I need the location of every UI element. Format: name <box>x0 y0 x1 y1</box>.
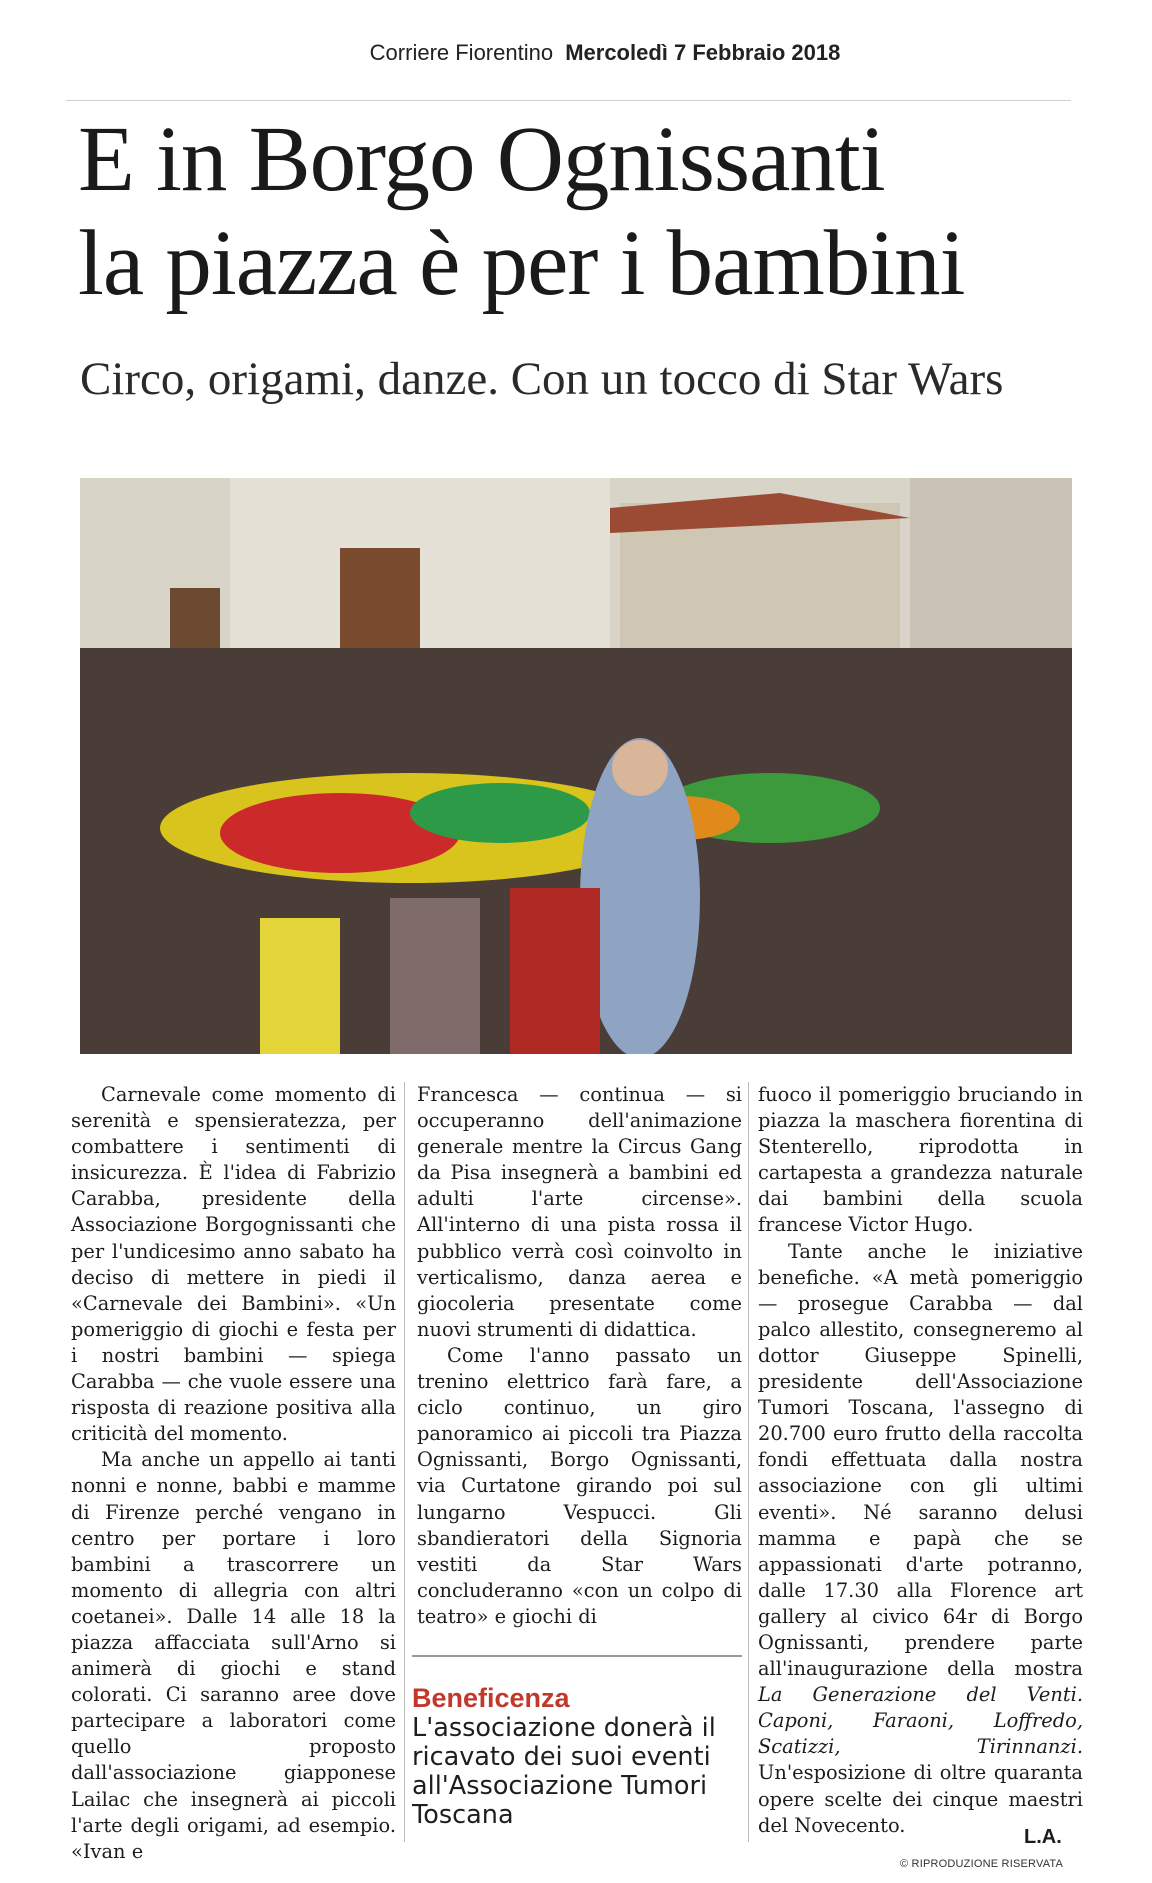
sidebar-box <box>412 1655 742 1830</box>
top-rule <box>66 100 1071 101</box>
headline <box>78 108 1088 316</box>
article-column-3 <box>758 1082 1083 1839</box>
headline-line-2: la piazza è per i bambini <box>78 212 965 315</box>
article-column-2 <box>417 1082 742 1630</box>
paragraph: Carnevale come momento di serenità e spensieratezza, per combattere i sentimenti di insicurezza. È l'idea di Fabrizio Carabba, presidente della Associazione Borgognissanti che per l'undicesimo anno sabato ha deciso di mettere in piedi il «Carnevale dei Bambini». «Un pomeriggio di giochi e festa per i nostri bambini — spiega Carabba — che vuole essere una risposta di reazione positiva alla criticità del momento. <box>71 1083 396 1446</box>
subheadline: Circo, origami, danze. Con un tocco di Star Wars <box>80 353 1004 405</box>
column-divider <box>748 1082 749 1842</box>
headline-line-1: E in Borgo Ognissanti <box>78 108 885 211</box>
paragraph: Ma anche un appello ai tanti nonni e nonne, babbi e mamme di Firenze perché vengano in centro per portare i loro bambini a trascorrere un momento di allegria con altri coetanei». Dalle 14 alle 18 la piazza affacciata sull'Arno si animerà di giochi e stand colorati. Ci saranno aree dove partecipare a laboratori come quello proposto dall'associazione giapponese Lailac che insegnerà ai piccoli l'arte degli origami, ad esempio. «Ivan e <box>71 1448 396 1863</box>
crowd-photo-icon <box>80 478 1072 1054</box>
publication-date: Mercoledì 7 Febbraio 2018 <box>565 40 841 65</box>
column-divider <box>404 1082 405 1842</box>
exhibition-title: La Generazione del Venti. Caponi, Faraoni, Loffredo, Scatizzi, Tirinnanzi. <box>758 1683 1083 1759</box>
newspaper-name: Corriere Fiorentino <box>369 40 554 65</box>
paragraph: Come l'anno passato un trenino elettrico farà fare, a ciclo continuo, un giro panoramico ai piccoli tra Piazza Ognissanti, Borgo Ognissanti, via Curtatone girando poi sul lungarno Vespucci. Gli sbandieratori della Signoria vestiti da Star Wars concluderanno «con un colpo di teatro» e giochi di <box>417 1343 742 1628</box>
paragraph: fuoco il pomeriggio bruciando in piazza la maschera fiorentina di Stenterello, riprodotta in cartapesta a grandezza naturale dai bambini della scuola francese Victor Hugo. <box>758 1083 1083 1237</box>
paragraph: Francesca — continua — si occuperanno dell'animazione generale mentre la Circus Gang da Pisa insegnerà a bambini ed adulti l'arte circense». All'interno di una pista rossa il pubblico verrà così coinvolto in verticalismo, danza aerea e giocoleria presentate come nuovi strumenti di didattica. <box>417 1083 742 1341</box>
author-signature: L.A. <box>1024 1826 1062 1848</box>
paragraph-text: Un'esposizione di oltre quaranta opere scelte dei cinque maestri del Novecento. <box>758 1761 1083 1837</box>
copyright-notice: © RIPRODUZIONE RISERVATA <box>900 1858 1064 1870</box>
paragraph <box>758 1239 1083 1839</box>
box-label: Beneficenza <box>412 1683 570 1713</box>
article-photo <box>80 478 1072 1054</box>
article-column-1 <box>71 1082 396 1865</box>
box-text: L'associazione donerà il ricavato dei suoi eventi all'Associazione Tumori Toscana <box>412 1713 716 1830</box>
masthead <box>0 40 1152 66</box>
paragraph-text: Tante anche le iniziative benefiche. «A metà pomeriggio — prosegue Carabba — dal palco allestito, consegneremo al dottor Giuseppe Spinelli, presidente dell'Associazione Tumori Toscana, l'assegno di 20.700 euro frutto della raccolta fondi effettuata dalla nostra associazione con gli ultimi eventi». Né saranno delusi mamma e papà che se appassionati d'arte potranno, dalle 17.30 alla Florence art gallery al civico 64r di Borgo Ognissanti, prendere parte all'inaugurazione della mostra <box>758 1239 1083 1681</box>
